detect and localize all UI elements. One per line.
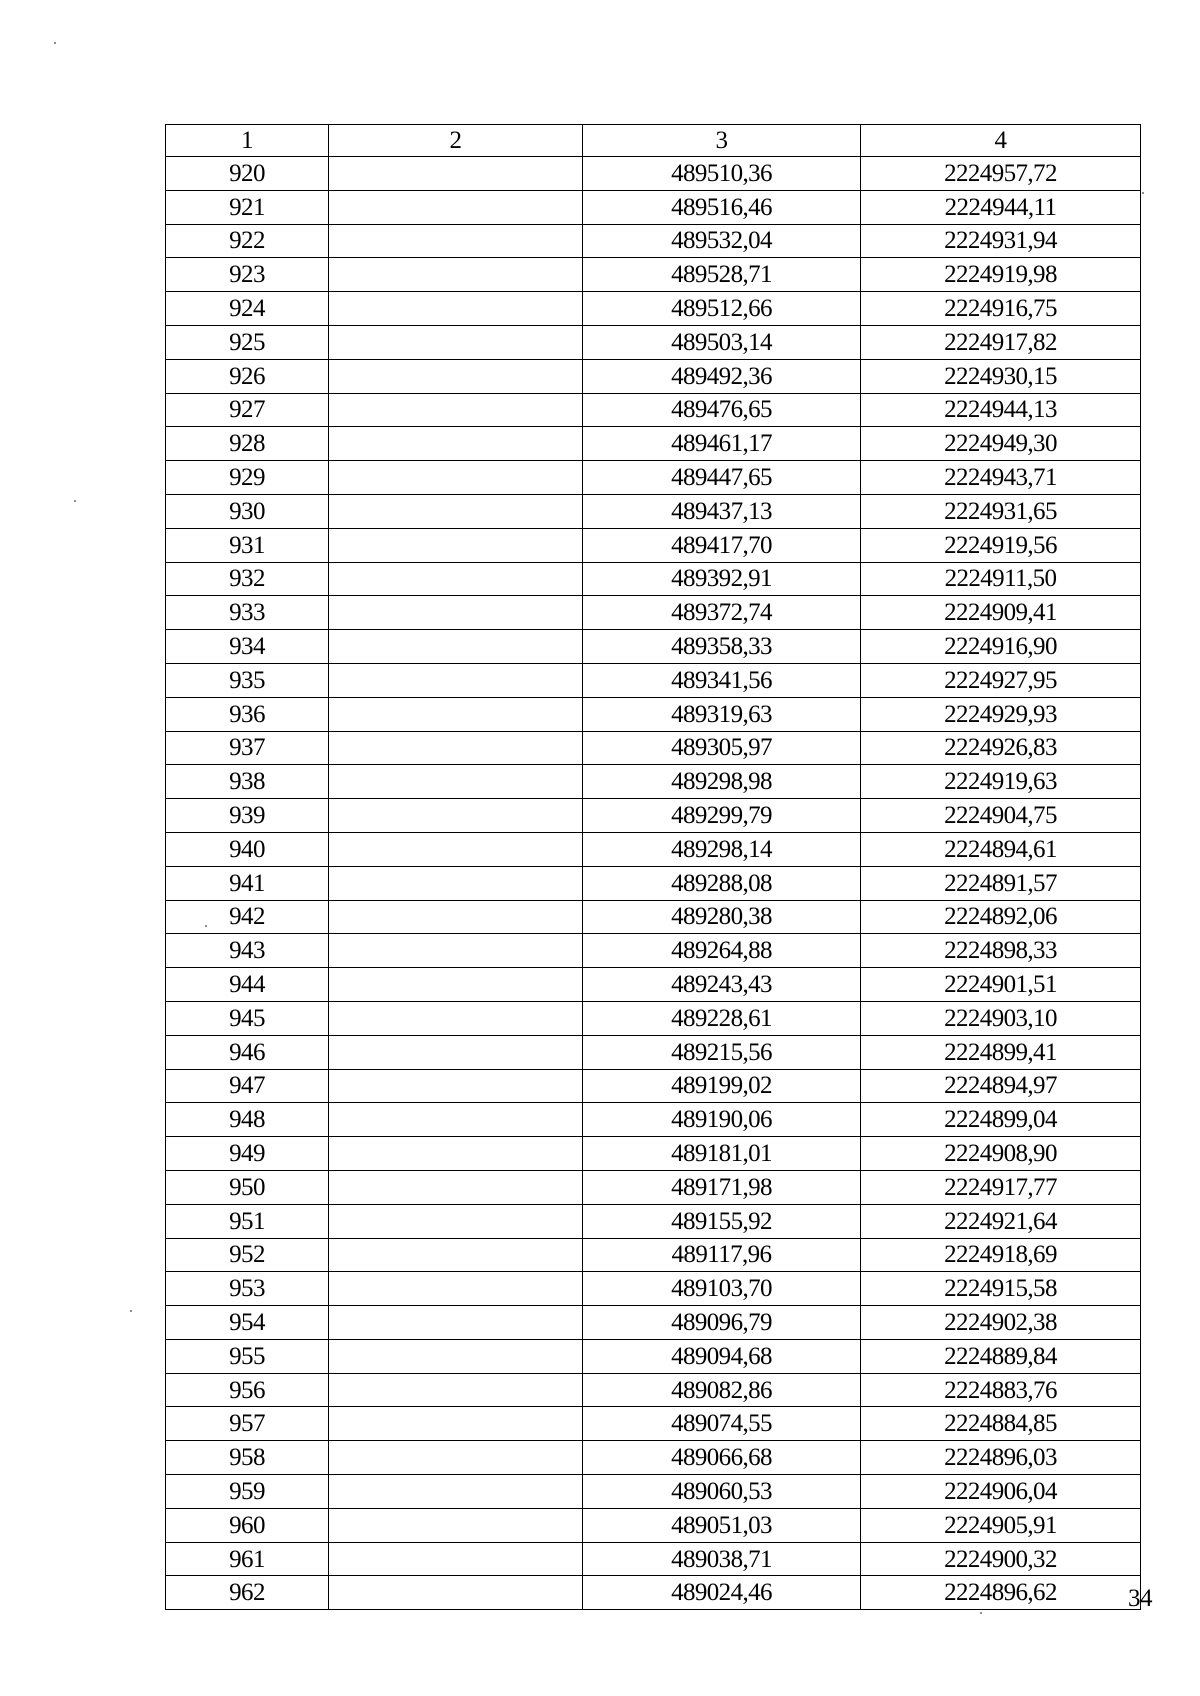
table-row [166,630,1141,664]
table-row [166,1238,1141,1272]
x-coordinate-cell: 489305,97 [583,731,861,765]
x-coordinate-cell: 489171,98 [583,1170,861,1204]
table-row [166,1069,1141,1103]
table-row [166,596,1141,630]
table-row [166,528,1141,562]
y-coordinate-cell: 2224916,75 [861,292,1141,326]
table-row [166,1576,1141,1610]
table-row [166,461,1141,495]
y-coordinate-cell: 2224904,75 [861,799,1141,833]
x-coordinate-cell: 489074,55 [583,1407,861,1441]
point-number-cell: 945 [166,1001,329,1035]
point-number-cell: 952 [166,1238,329,1272]
point-number-cell: 943 [166,934,329,968]
x-coordinate-cell: 489447,65 [583,461,861,495]
point-number-cell: 935 [166,663,329,697]
table-row [166,731,1141,765]
x-coordinate-cell: 489372,74 [583,596,861,630]
description-cell [329,1069,583,1103]
y-coordinate-cell: 2224894,97 [861,1069,1141,1103]
table-row [166,765,1141,799]
y-coordinate-cell: 2224902,38 [861,1306,1141,1340]
x-coordinate-cell: 489358,33 [583,630,861,664]
y-coordinate-cell: 2224943,71 [861,461,1141,495]
description-cell [329,157,583,191]
point-number-cell: 931 [166,528,329,562]
x-coordinate-cell: 489528,71 [583,258,861,292]
point-number-cell: 923 [166,258,329,292]
description-cell [329,1339,583,1373]
y-coordinate-cell: 2224906,04 [861,1475,1141,1509]
y-coordinate-cell: 2224894,61 [861,832,1141,866]
page-number: 34 [1128,1585,1152,1612]
x-coordinate-cell: 489280,38 [583,900,861,934]
y-coordinate-cell: 2224892,06 [861,900,1141,934]
x-coordinate-cell: 489298,14 [583,832,861,866]
point-number-cell: 962 [166,1576,329,1610]
table-row [166,663,1141,697]
description-cell [329,968,583,1002]
column-header-1: 1 [166,125,329,157]
description-cell [329,1475,583,1509]
point-number-cell: 953 [166,1272,329,1306]
description-cell [329,1204,583,1238]
point-number-cell: 955 [166,1339,329,1373]
description-cell [329,1407,583,1441]
description-cell [329,731,583,765]
point-number-cell: 920 [166,157,329,191]
y-coordinate-cell: 2224931,65 [861,494,1141,528]
table-row [166,1204,1141,1238]
x-coordinate-cell: 489096,79 [583,1306,861,1340]
y-coordinate-cell: 2224917,82 [861,325,1141,359]
table-row [166,1137,1141,1171]
description-cell [329,1238,583,1272]
point-number-cell: 922 [166,224,329,258]
y-coordinate-cell: 2224908,90 [861,1137,1141,1171]
point-number-cell: 937 [166,731,329,765]
point-number-cell: 926 [166,359,329,393]
description-cell [329,697,583,731]
point-number-cell: 956 [166,1373,329,1407]
x-coordinate-cell: 489461,17 [583,427,861,461]
table-row [166,1001,1141,1035]
y-coordinate-cell: 2224896,03 [861,1441,1141,1475]
x-coordinate-cell: 489437,13 [583,494,861,528]
y-coordinate-cell: 2224921,64 [861,1204,1141,1238]
x-coordinate-cell: 489082,86 [583,1373,861,1407]
y-coordinate-cell: 2224927,95 [861,663,1141,697]
table-row [166,393,1141,427]
description-cell [329,427,583,461]
y-coordinate-cell: 2224901,51 [861,968,1141,1002]
point-number-cell: 948 [166,1103,329,1137]
description-cell [329,1441,583,1475]
point-number-cell: 930 [166,494,329,528]
column-header-3: 3 [583,125,861,157]
point-number-cell: 921 [166,190,329,224]
point-number-cell: 950 [166,1170,329,1204]
point-number-cell: 934 [166,630,329,664]
y-coordinate-cell: 2224883,76 [861,1373,1141,1407]
x-coordinate-cell: 489417,70 [583,528,861,562]
table-row [166,359,1141,393]
description-cell [329,1272,583,1306]
y-coordinate-cell: 2224899,41 [861,1035,1141,1069]
x-coordinate-cell: 489181,01 [583,1137,861,1171]
table-row [166,494,1141,528]
point-number-cell: 929 [166,461,329,495]
x-coordinate-cell: 489319,63 [583,697,861,731]
description-cell [329,663,583,697]
table-row [166,1170,1141,1204]
scan-speck [54,42,56,44]
y-coordinate-cell: 2224900,32 [861,1542,1141,1576]
description-cell [329,866,583,900]
point-number-cell: 954 [166,1306,329,1340]
point-number-cell: 959 [166,1475,329,1509]
x-coordinate-cell: 489060,53 [583,1475,861,1509]
point-number-cell: 960 [166,1508,329,1542]
x-coordinate-cell: 489094,68 [583,1339,861,1373]
y-coordinate-cell: 2224919,63 [861,765,1141,799]
x-coordinate-cell: 489243,43 [583,968,861,1002]
x-coordinate-cell: 489492,36 [583,359,861,393]
description-cell [329,799,583,833]
description-cell [329,1508,583,1542]
column-header-4: 4 [861,125,1141,157]
description-cell [329,325,583,359]
x-coordinate-cell: 489503,14 [583,325,861,359]
description-cell [329,562,583,596]
point-number-cell: 928 [166,427,329,461]
table-row [166,1035,1141,1069]
description-cell [329,934,583,968]
description-cell [329,461,583,495]
y-coordinate-cell: 2224949,30 [861,427,1141,461]
table-row [166,1441,1141,1475]
description-cell [329,528,583,562]
point-number-cell: 924 [166,292,329,326]
point-number-cell: 941 [166,866,329,900]
table-row [166,325,1141,359]
description-cell [329,765,583,799]
description-cell [329,1001,583,1035]
table-header-row [166,125,1141,157]
table-row [166,224,1141,258]
table-row [166,1542,1141,1576]
y-coordinate-cell: 2224909,41 [861,596,1141,630]
x-coordinate-cell: 489199,02 [583,1069,861,1103]
y-coordinate-cell: 2224916,90 [861,630,1141,664]
y-coordinate-cell: 2224896,62 [861,1576,1141,1610]
y-coordinate-cell: 2224899,04 [861,1103,1141,1137]
table-row [166,1508,1141,1542]
description-cell [329,1137,583,1171]
y-coordinate-cell: 2224919,98 [861,258,1141,292]
column-header-2: 2 [329,125,583,157]
x-coordinate-cell: 489066,68 [583,1441,861,1475]
point-number-cell: 961 [166,1542,329,1576]
table-row [166,1306,1141,1340]
x-coordinate-cell: 489215,56 [583,1035,861,1069]
point-number-cell: 958 [166,1441,329,1475]
table-row [166,832,1141,866]
table-row [166,1272,1141,1306]
point-number-cell: 942 [166,900,329,934]
x-coordinate-cell: 489298,98 [583,765,861,799]
description-cell [329,1306,583,1340]
table-row [166,258,1141,292]
point-number-cell: 939 [166,799,329,833]
point-number-cell: 927 [166,393,329,427]
x-coordinate-cell: 489341,56 [583,663,861,697]
y-coordinate-cell: 2224926,83 [861,731,1141,765]
table-row [166,968,1141,1002]
description-cell [329,1373,583,1407]
description-cell [329,900,583,934]
y-coordinate-cell: 2224919,56 [861,528,1141,562]
description-cell [329,190,583,224]
x-coordinate-cell: 489190,06 [583,1103,861,1137]
description-cell [329,224,583,258]
description-cell [329,393,583,427]
point-number-cell: 947 [166,1069,329,1103]
y-coordinate-cell: 2224898,33 [861,934,1141,968]
table-row [166,157,1141,191]
y-coordinate-cell: 2224905,91 [861,1508,1141,1542]
y-coordinate-cell: 2224884,85 [861,1407,1141,1441]
scan-speck [74,500,76,502]
y-coordinate-cell: 2224889,84 [861,1339,1141,1373]
table-row [166,1339,1141,1373]
table-row [166,427,1141,461]
description-cell [329,258,583,292]
y-coordinate-cell: 2224944,13 [861,393,1141,427]
table-row [166,562,1141,596]
point-number-cell: 925 [166,325,329,359]
y-coordinate-cell: 2224917,77 [861,1170,1141,1204]
point-number-cell: 932 [166,562,329,596]
y-coordinate-cell: 2224930,15 [861,359,1141,393]
table-row [166,697,1141,731]
table-row [166,866,1141,900]
point-number-cell: 951 [166,1204,329,1238]
description-cell [329,292,583,326]
x-coordinate-cell: 489117,96 [583,1238,861,1272]
description-cell [329,832,583,866]
x-coordinate-cell: 489051,03 [583,1508,861,1542]
description-cell [329,1542,583,1576]
description-cell [329,1170,583,1204]
y-coordinate-cell: 2224931,94 [861,224,1141,258]
x-coordinate-cell: 489038,71 [583,1542,861,1576]
y-coordinate-cell: 2224911,50 [861,562,1141,596]
point-number-cell: 957 [166,1407,329,1441]
y-coordinate-cell: 2224903,10 [861,1001,1141,1035]
table-row [166,292,1141,326]
x-coordinate-cell: 489299,79 [583,799,861,833]
x-coordinate-cell: 489228,61 [583,1001,861,1035]
table-row [166,190,1141,224]
point-number-cell: 946 [166,1035,329,1069]
description-cell [329,1576,583,1610]
scan-speck [130,1310,132,1312]
x-coordinate-cell: 489392,91 [583,562,861,596]
description-cell [329,596,583,630]
table-row [166,1373,1141,1407]
x-coordinate-cell: 489512,66 [583,292,861,326]
coordinates-table [165,124,1141,1610]
description-cell [329,1103,583,1137]
point-number-cell: 933 [166,596,329,630]
point-number-cell: 936 [166,697,329,731]
y-coordinate-cell: 2224957,72 [861,157,1141,191]
table-row [166,900,1141,934]
description-cell [329,359,583,393]
y-coordinate-cell: 2224944,11 [861,190,1141,224]
x-coordinate-cell: 489024,46 [583,1576,861,1610]
scan-speck [980,1612,982,1614]
table-row [166,1103,1141,1137]
x-coordinate-cell: 489510,36 [583,157,861,191]
point-number-cell: 949 [166,1137,329,1171]
table-row [166,934,1141,968]
point-number-cell: 944 [166,968,329,1002]
x-coordinate-cell: 489288,08 [583,866,861,900]
point-number-cell: 940 [166,832,329,866]
y-coordinate-cell: 2224918,69 [861,1238,1141,1272]
table-row [166,1475,1141,1509]
x-coordinate-cell: 489264,88 [583,934,861,968]
x-coordinate-cell: 489516,46 [583,190,861,224]
y-coordinate-cell: 2224915,58 [861,1272,1141,1306]
table-row [166,1407,1141,1441]
table-body [166,157,1141,1610]
x-coordinate-cell: 489532,04 [583,224,861,258]
x-coordinate-cell: 489155,92 [583,1204,861,1238]
description-cell [329,1035,583,1069]
x-coordinate-cell: 489476,65 [583,393,861,427]
y-coordinate-cell: 2224929,93 [861,697,1141,731]
x-coordinate-cell: 489103,70 [583,1272,861,1306]
table-row [166,799,1141,833]
scan-speck [1142,192,1144,194]
description-cell [329,494,583,528]
y-coordinate-cell: 2224891,57 [861,866,1141,900]
point-number-cell: 938 [166,765,329,799]
description-cell [329,630,583,664]
